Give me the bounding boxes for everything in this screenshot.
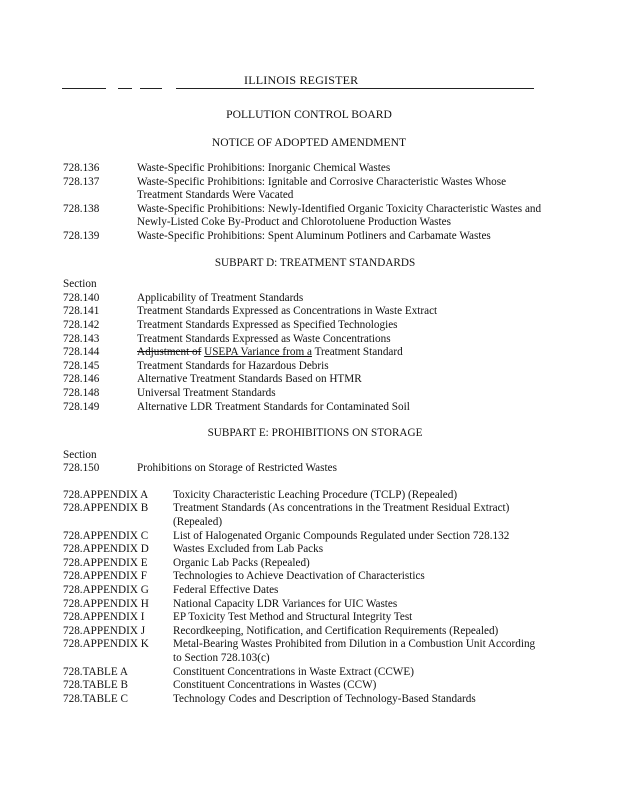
section-row	[63, 305, 543, 319]
inserted-text: USEPA Variance from a	[204, 346, 312, 359]
appendix-title: National Capacity LDR Variances for UIC Wastes	[173, 597, 398, 610]
section-list-a	[63, 162, 543, 244]
header-rule	[176, 88, 534, 89]
appendix-title: Metal-Bearing Wastes Prohibited from Dilution in a Combustion Unit According to Section 728.103(c)	[173, 638, 536, 664]
section-number: 728.136	[63, 162, 100, 174]
appendix-row	[63, 502, 543, 529]
section-title: Waste-Specific Prohibitions: Newly-Identified Organic Toxicity Characteristic Wastes and Newly-Listed Coke By-Product and Chlorotoluene Production Wastes	[137, 202, 542, 229]
section-title: Treatment Standards Expressed as Concentrations in Waste Extract	[137, 305, 438, 318]
appendix-number: 728.APPENDIX I	[63, 611, 145, 624]
appendix-row	[63, 625, 543, 639]
section-row-amended	[63, 346, 543, 360]
appendix-title: Recordkeeping, Notification, and Certification Requirements (Repealed)	[173, 624, 499, 637]
section-row	[63, 360, 543, 374]
appendix-number: 728.APPENDIX E	[63, 556, 148, 569]
spacer	[63, 244, 543, 257]
appendix-title: EP Toxicity Test Method and Structural Integrity Test	[173, 611, 413, 624]
deleted-text: Adjustment of	[137, 346, 202, 359]
notice-title: NOTICE OF ADOPTED AMENDMENT	[211, 136, 407, 149]
appendix-title: Wastes Excluded from Lab Packs	[173, 543, 324, 556]
section-title: Waste-Specific Prohibitions: Ignitable and Corrosive Characteristic Wastes Whose Treatment Standards Were Vacated	[137, 175, 507, 202]
header-rule-segment	[118, 88, 132, 89]
section-label: Section	[63, 448, 97, 461]
table-number: 728.TABLE C	[63, 692, 128, 705]
section-row	[63, 373, 543, 387]
appendix-row	[63, 638, 543, 665]
subpart-d-heading: SUBPART D: TREATMENT STANDARDS	[214, 256, 416, 269]
subpart-e-heading: SUBPART E: PROHIBITIONS ON STORAGE	[207, 427, 423, 440]
section-row	[63, 401, 543, 415]
appendix-title: Federal Effective Dates	[173, 584, 279, 597]
table-title: Technology Codes and Description of Technology-Based Standards	[173, 692, 476, 705]
spacer	[63, 476, 543, 489]
spacer	[63, 270, 543, 278]
section-number: 728.138	[63, 202, 100, 215]
section-title: Prohibitions on Storage of Restricted Wastes	[137, 462, 337, 475]
appendix-row	[63, 598, 543, 612]
appendix-number: 728.APPENDIX J	[63, 624, 146, 637]
section-row	[63, 176, 543, 203]
section-number: 728.142	[63, 318, 100, 331]
section-number: 728.148	[63, 386, 100, 399]
table-number: 728.TABLE A	[63, 665, 128, 678]
section-number: 728.140	[63, 291, 100, 304]
section-number: 728.145	[63, 359, 100, 372]
appendix-list	[63, 489, 543, 707]
section-number: 728.143	[63, 332, 100, 345]
table-number: 728.TABLE B	[63, 679, 128, 692]
appendix-title: List of Halogenated Organic Compounds Regulated under Section 728.132	[173, 529, 510, 542]
spacer	[63, 441, 543, 449]
section-title: Waste-Specific Prohibitions: Spent Aluminum Potliners and Carbamate Wastes	[137, 229, 491, 242]
section-row	[63, 387, 543, 401]
table-title: Constituent Concentrations in Wastes (CCW)	[173, 679, 377, 692]
section-title: Universal Treatment Standards	[137, 386, 276, 399]
section-title: Treatment Standards Expressed as Specified Technologies	[137, 318, 398, 331]
section-title: Applicability of Treatment Standards	[137, 291, 304, 304]
header-rule-segment	[140, 88, 162, 89]
appendix-row	[63, 570, 543, 584]
section-number: 728.146	[63, 373, 100, 386]
section-title: Waste-Specific Prohibitions: Inorganic Chemical Wastes	[137, 162, 391, 174]
section-row	[63, 333, 543, 347]
appendix-row	[63, 489, 543, 503]
section-number: 728.137	[63, 175, 100, 188]
appendix-number: 728.APPENDIX K	[63, 638, 149, 651]
appendix-title: Toxicity Characteristic Leaching Procedure (TCLP) (Repealed)	[173, 488, 458, 501]
section-number: 728.149	[63, 400, 100, 413]
section-number: 728.144	[63, 346, 100, 359]
agency-title: POLLUTION CONTROL BOARD	[226, 108, 392, 121]
unchanged-text: Treatment Standard	[314, 346, 403, 359]
table-of-contents	[63, 162, 543, 706]
appendix-number: 728.APPENDIX D	[63, 543, 149, 556]
appendix-title: Technologies to Achieve Deactivation of Characteristics	[173, 570, 425, 583]
section-row	[63, 230, 543, 244]
section-title-amended	[137, 346, 543, 360]
subpart-d-list	[63, 292, 543, 414]
register-title: ILLINOIS REGISTER	[244, 73, 359, 87]
appendix-row	[63, 530, 543, 544]
appendix-title: Treatment Standards (As concentrations in the Treatment Residual Extract) (Repealed)	[173, 502, 510, 529]
section-row	[63, 462, 543, 476]
section-row	[63, 292, 543, 306]
section-title: Treatment Standards for Hazardous Debris	[137, 359, 329, 372]
appendix-number: 728.APPENDIX B	[63, 502, 149, 515]
appendix-row	[63, 611, 543, 625]
table-row	[63, 666, 543, 680]
appendix-number: 728.APPENDIX H	[63, 597, 149, 610]
table-row	[63, 693, 543, 707]
section-number: 728.150	[63, 462, 100, 475]
appendix-row	[63, 557, 543, 571]
table-title: Constituent Concentrations in Waste Extract (CCWE)	[173, 665, 414, 678]
section-row	[63, 162, 543, 176]
section-title: Alternative Treatment Standards Based on HTMR	[137, 373, 362, 386]
appendix-number: 728.APPENDIX F	[63, 570, 147, 583]
section-number: 728.141	[63, 305, 100, 318]
section-row	[63, 203, 543, 230]
section-title: Alternative LDR Treatment Standards for Contaminated Soil	[137, 400, 410, 413]
section-number: 728.139	[63, 229, 100, 242]
appendix-number: 728.APPENDIX A	[63, 488, 149, 501]
section-label: Section	[63, 278, 97, 291]
spacer	[63, 414, 543, 427]
appendix-number: 728.APPENDIX G	[63, 584, 149, 597]
appendix-row	[63, 584, 543, 598]
header-rule-segment	[62, 88, 106, 89]
section-row	[63, 319, 543, 333]
appendix-number: 728.APPENDIX C	[63, 529, 149, 542]
table-row	[63, 679, 543, 693]
appendix-title: Organic Lab Packs (Repealed)	[173, 556, 310, 569]
appendix-row	[63, 543, 543, 557]
section-title: Treatment Standards Expressed as Waste Concentrations	[137, 332, 391, 345]
